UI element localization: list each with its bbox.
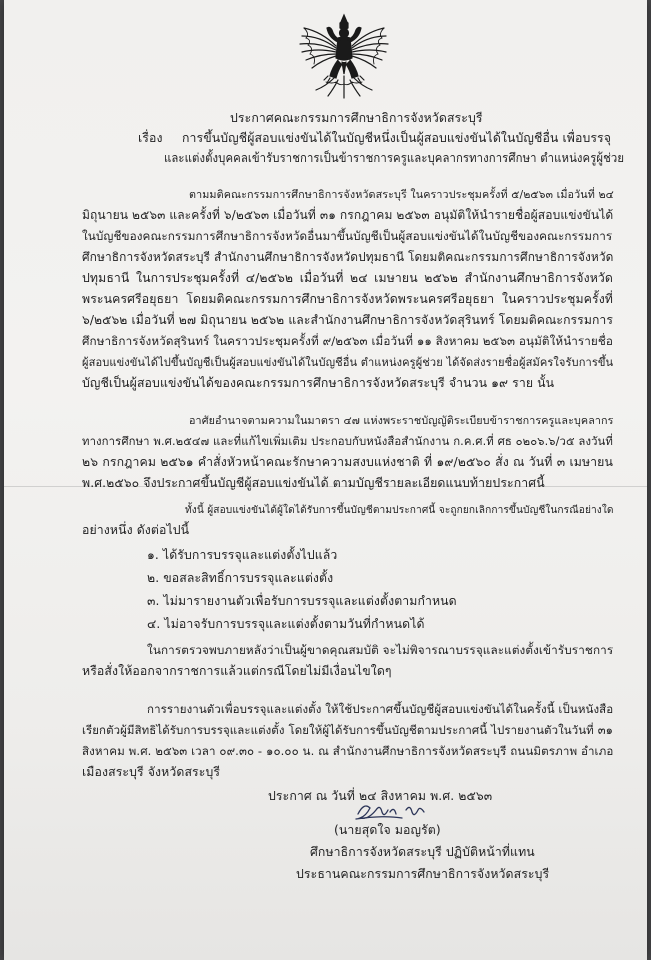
paragraph-line: ทางการศึกษา พ.ศ.๒๕๔๗ และที่แก้ไขเพิ่มเติม ประกอบกับหนังสือสำนักงาน ก.ค.ศ.ที่ ศธ ๐๒๐๖.๖/ว๕ ลงวันที่ [82, 434, 613, 448]
garuda-emblem-icon [296, 12, 392, 100]
signatory-position-1: ศึกษาธิการจังหวัดสระบุรี ปฏิบัติหน้าที่แทน [310, 845, 535, 859]
list-item: ๔. ไม่อาจรับการบรรจุและแต่งตั้งตามวันที่กำหนดได้ [147, 617, 425, 631]
paragraph-line: ในการตรวจพบภายหลังว่าเป็นผู้ขาดคุณสมบัติ จะไม่พิจารณาบรรจุและแต่งตั้งเข้ารับราชการ [147, 643, 614, 657]
paragraph-line: บัญชีเป็นผู้สอบแข่งขันได้ของคณะกรรมการศึกษาธิการจังหวัดสระบุรี จำนวน ๑๙ ราย นั้น [82, 376, 555, 390]
handwritten-signature [354, 800, 432, 822]
paragraph-line: ๒๖ กรกฎาคม ๒๕๖๑ คำสั่งหัวหน้าคณะรักษาความสงบแห่งชาติ ที่ ๑๙/๒๕๖๐ สั่ง ณ วันที่ ๓ เมษายน [82, 455, 613, 469]
paragraph-line: ตามมติคณะกรรมการศึกษาธิการจังหวัดสระบุรี ในคราวประชุมครั้งที่ ๕/๒๕๖๓ เมื่อวันที่ ๒๔ [189, 188, 614, 201]
paragraph-line: เรียกตัวผู้มีสิทธิได้รับการบรรจุและแต่งตั้ง โดยให้ผู้ได้รับการขึ้นบัญชีตามประกาศนี้ ไปรายงานตัวในวันที่ ๓๑ [82, 723, 613, 737]
paragraph-line: ปทุมธานี ในการประชุมครั้งที่ ๔/๒๕๖๒ เมื่อวันที่ ๒๔ เมษายน ๒๕๖๒ สำนักงานศึกษาธิการจังหวัด [82, 271, 613, 285]
paragraph-line: ทั้งนี้ ผู้สอบแข่งขันได้ผู้ใดได้รับการขึ้นบัญชีตามประกาศนี้ จะถูกยกเลิกการขึ้นบัญชีในกรณีอย่างใด [185, 505, 614, 516]
paragraph-line: มิถุนายน ๒๕๖๓ และครั้งที่ ๖/๒๕๖๓ เมื่อวันที่ ๓๑ กรกฎาคม ๒๕๖๓ อนุมัติให้นำรายชื่อผู้สอบแข่งขันได้ [82, 208, 614, 222]
subject-line-1: การขึ้นบัญชีผู้สอบแข่งขันได้ในบัญชีหนึ่งเป็นผู้สอบแข่งขันได้ในบัญชีอื่น เพื่อบรรจุ [182, 131, 612, 145]
paragraph-line: ในบัญชีของคณะกรรมการศึกษาธิการจังหวัดอื่นมาขึ้นบัญชีเป็นผู้สอบแข่งขันได้ในบัญชีของคณะกรรมการ [82, 229, 613, 243]
paragraph-line: ผู้สอบแข่งขันได้ไปขึ้นบัญชีเป็นผู้สอบแข่งขันได้ในบัญชีอื่น ตำแหน่งครูผู้ช่วย ได้จัดส่งรายชื่อผู้สมัครใจรับการขึ้น [82, 356, 614, 369]
list-item: ๒. ขอสละสิทธิ์การบรรจุและแต่งตั้ง [147, 571, 334, 585]
paragraph-line: ศึกษาธิการจังหวัดสระบุรี สำนักงานศึกษาธิการจังหวัดปทุมธานี โดยมติคณะกรรมการศึกษาธิการจังหวัด [82, 250, 614, 264]
paragraph-line: สิงหาคม พ.ศ. ๒๕๖๓ เวลา ๐๙.๓๐ - ๑๐.๐๐ น. ณ สำนักงานศึกษาธิการจังหวัดสระบุรี ถนนมิตรภาพ อำเภอ [82, 744, 614, 758]
paragraph-line: พ.ศ.๒๕๖๐ จึงประกาศขึ้นบัญชีผู้สอบแข่งขันได้ ตามบัญชีรายละเอียดแนบท้ายประกาศนี้ [82, 476, 545, 490]
list-item: ๓. ไม่มารายงานตัวเพื่อรับการบรรจุและแต่งตั้งตามกำหนด [147, 594, 457, 608]
signatory-name: (นายสุดใจ มอญรัต) [334, 823, 441, 837]
paragraph-line: ๖/๒๕๖๒ เมื่อวันที่ ๒๗ มิถุนายน ๒๕๖๒ และสำนักงานศึกษาธิการจังหวัดสุรินทร์ โดยมติคณะกรรมการ [82, 313, 613, 327]
paragraph-line: อย่างหนึ่ง ดังต่อไปนี้ [82, 523, 190, 537]
announcement-title: ประกาศคณะกรรมการศึกษาธิการจังหวัดสระบุรี [230, 111, 483, 125]
subject-label: เรื่อง [138, 131, 163, 145]
paragraph-line: หรือสั่งให้ออกจากราชการแล้วแต่กรณีโดยไม่มีเงื่อนไขใดๆ [82, 664, 392, 678]
paragraph-line: พระนครศรีอยุธยา โดยมติคณะกรรมการศึกษาธิการจังหวัดพระนครศรีอยุธยา ในคราวประชุมครั้งที่ [82, 292, 613, 306]
paragraph-line: ศึกษาธิการจังหวัดสุรินทร์ ในคราวประชุมครั้งที่ ๙/๒๕๖๓ เมื่อวันที่ ๑๑ สิงหาคม ๒๕๖๓ อนุมัติให้นำรายชื่อ [82, 334, 614, 348]
document-page [4, 0, 647, 960]
paragraph-line: การรายงานตัวเพื่อบรรจุและแต่งตั้ง ให้ใช้ประกาศขึ้นบัญชีผู้สอบแข่งขันได้ในครั้งนี้ เป็นหนังสือ [147, 702, 614, 716]
paragraph-line: เมืองสระบุรี จังหวัดสระบุรี [82, 765, 221, 779]
announcement-date: ประกาศ ณ วันที่ ๒๔ สิงหาคม พ.ศ. ๒๕๖๓ [268, 789, 493, 803]
subject-line-2: และแต่งตั้งบุคคลเข้ารับราชการเป็นข้าราชการครูและบุคลากรทางการศึกษา ตำแหน่งครูผู้ช่วย [164, 151, 625, 165]
signatory-position-2: ประธานคณะกรรมการศึกษาธิการจังหวัดสระบุรี [296, 867, 550, 881]
list-item: ๑. ได้รับการบรรจุและแต่งตั้งไปแล้ว [147, 548, 338, 562]
paragraph-line: อาศัยอำนาจตามความในมาตรา ๔๗ แห่งพระราชบัญญัติระเบียบข้าราชการครูและบุคลากร [189, 414, 614, 427]
